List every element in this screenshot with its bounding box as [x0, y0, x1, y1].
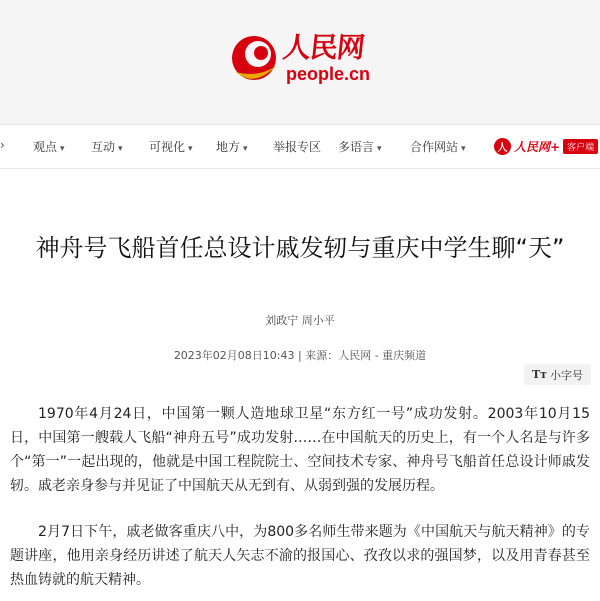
nav-item-visualization[interactable]	[149, 138, 193, 155]
chevron-down-icon: ▾	[118, 144, 123, 154]
nav-item-interaction[interactable]	[91, 138, 123, 155]
nav-item-partners[interactable]	[410, 138, 466, 155]
site-header	[0, 0, 600, 125]
nav-item-label: 观点	[33, 140, 58, 154]
chevron-down-icon: ▾	[377, 144, 382, 154]
client-brand-text: 人民网+	[514, 139, 561, 154]
font-size-label: 小字号	[550, 368, 583, 382]
nav-item-report[interactable]	[273, 138, 321, 155]
people-app-icon: 人	[494, 138, 511, 155]
nav-item-local[interactable]	[216, 138, 248, 155]
chevron-down-icon: ▾	[60, 144, 65, 154]
article-paragraph: 1970年4月24日，中国第一颗人造地球卫星“东方红一号”成功发射。2003年10月15日，中国第一艘载人飞船“神舟五号”成功发射……在中国航天的历史上，有一个人名是与许多个“第一”一起出现的，他就是中国工程院院士、空间技术专家、神舟号飞船首任总设计师戚发轫。戚老亲身参与并见证了中国航天从无到有、从弱到强的发展历程。	[10, 406, 590, 494]
client-app-link[interactable]	[494, 136, 598, 156]
nav-item-label: 多语言	[338, 140, 375, 154]
nav-item-label: 举报专区	[273, 140, 322, 154]
logo-english-text: people.cn	[286, 64, 371, 84]
chevron-down-icon: ▾	[243, 144, 248, 154]
site-logo[interactable]	[228, 20, 378, 100]
font-size-toggle-button[interactable]	[524, 364, 591, 385]
logo-chinese-text: 人民网	[281, 31, 366, 64]
article-meta: 2023年02月08日10:43 | 来源：人民网 - 重庆频道	[173, 349, 427, 362]
text-size-icon: Tт	[531, 368, 547, 381]
people-logo-icon	[228, 28, 284, 84]
nav-scroll-left-icon[interactable]: ›	[0, 138, 5, 152]
chevron-down-icon: ▾	[188, 144, 193, 154]
nav-item-label: 地方	[216, 140, 241, 154]
nav-item-label: 合作网站	[410, 140, 459, 154]
client-badge: 客户端	[563, 139, 598, 154]
chevron-down-icon: ▾	[461, 144, 466, 154]
nav-item-opinion[interactable]	[33, 138, 65, 155]
article-title: 神舟号飞船首任总设计戚发轫与重庆中学生聊“天”	[35, 234, 565, 262]
article-paragraph: 2月7日下午，戚老做客重庆八中，为800多名师生带来题为《中国航天与航天精神》的专题讲座，他用亲身经历讲述了航天人矢志不渝的报国心、孜孜以求的强国梦，以及用青春甚至热血铸就的航天精神。	[10, 524, 590, 588]
nav-item-label: 可视化	[149, 140, 186, 154]
article-authors: 刘政宁 周小平	[265, 314, 335, 327]
main-nav	[0, 125, 600, 169]
nav-item-label: 互动	[91, 140, 116, 154]
nav-item-languages[interactable]	[338, 138, 382, 155]
